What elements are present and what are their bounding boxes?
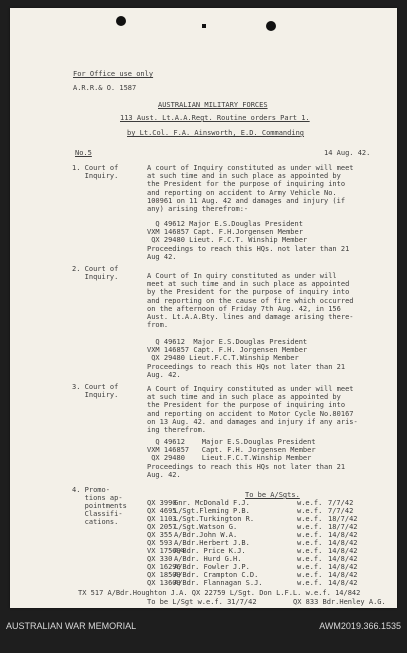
footer-accession-number: AWM2019.366.1535 [319, 621, 401, 631]
table-row [10, 579, 397, 587]
promotions-extra-right: QX 833 Bdr.Henley A.G. [293, 598, 386, 606]
effective-date: 18/7/42 [328, 515, 358, 523]
effective-date: 14/8/42 [328, 547, 358, 555]
regiment-title: 113 Aust. Lt.A.A.Regt. Routine orders Part 1. [120, 114, 310, 122]
service-number: VX 175694 [147, 547, 185, 555]
service-number: QX 2057 [147, 523, 177, 531]
section-4-heading: 4. Promo- tions ap- pointments Classifi- cations. [72, 486, 127, 526]
effective-date: 14/8/42 [328, 531, 358, 539]
table-row [10, 555, 397, 563]
wef-label: w.e.f. [297, 531, 323, 539]
table-row [10, 539, 397, 547]
rank-name: A/Bdr.John W.A. [174, 531, 238, 539]
wef-label: w.e.f. [297, 507, 323, 515]
wef-label: w.e.f. [297, 523, 323, 531]
table-row [10, 523, 397, 531]
table-row [10, 507, 397, 515]
wef-label: w.e.f. [297, 515, 323, 523]
effective-date: 14/8/42 [328, 571, 358, 579]
section-3-text: A Court of Inquiry constituted as under will meet at such time and in such place as appointed by the President for the purpose of inquiring into and reporting on accident to Motor Cycle No.80167 on 13 Aug. 42. and damages and injury if any aris- ing therefrom. [147, 385, 358, 435]
service-number: QX 355 [147, 531, 173, 539]
effective-date: 18/7/42 [328, 523, 358, 531]
table-row [10, 571, 397, 579]
table-row [10, 563, 397, 571]
section-1-text: A court of Inquiry constituted as under will meet at such time and in such place as appointed by the President for the purpose of inquiring into and reporting on accident to Army Vehicle No. 100961 on 11 Aug. 42 and damages and injury (if any) arising therefrom:- [147, 164, 354, 214]
arr-reference: A.R.R.& O. 1587 [73, 84, 137, 92]
order-date: 14 Aug. 42. [324, 149, 371, 157]
wef-label: w.e.f. [297, 571, 323, 579]
table-row [10, 499, 397, 507]
service-number: QX 593 [147, 539, 173, 547]
section-2-members: Q 49612 Major E.S.Douglas President VXM 146857 Capt. F.H. Jorgensen Member QX 29480 Lieut.F.C.T.Winship Member Proceedings to reach this HQs not later than 21 Aug. 42. [147, 338, 346, 379]
effective-date: 7/7/42 [328, 499, 354, 507]
section-2-heading: 2. Court of Inquiry. [72, 265, 119, 281]
rank-name: A/Bdr. Hurd G.H. [174, 555, 242, 563]
rank-name: A/Bdr. Price K.J. [174, 547, 246, 555]
wef-label: w.e.f. [297, 547, 323, 555]
wef-label: w.e.f. [297, 499, 323, 507]
wef-label: w.e.f. [297, 579, 323, 587]
rank-name: L/Sgt.Turkington R. [174, 515, 255, 523]
wef-label: w.e.f. [297, 539, 323, 547]
order-number: No.5 [75, 149, 92, 157]
promotions-subheading: To be A/Sgts. [245, 491, 300, 499]
service-number: QX 330 [147, 555, 173, 563]
section-2-text: A Court of In quiry constituted as under will meet at such time and in such place as appointed by the President for the purpose of inquiry into and reporting on the cause of fire which occurred on the afternoon of Friday 7th Aug. 42, in 156 Aust. Lt.A.A.Bty. lines and damage arising there- from. [147, 272, 354, 330]
footer-bar [0, 611, 407, 653]
section-1-heading: 1. Court of Inquiry. [72, 164, 119, 180]
punch-hole [116, 16, 126, 26]
rank-name: A/Bdr. Crampton C.D. [174, 571, 259, 579]
wef-label: w.e.f. [297, 555, 323, 563]
rank-name: L/Sgt.Watson G. [174, 523, 238, 531]
section-3-heading: 3. Court of Inquiry. [72, 383, 119, 399]
service-number: QX 1103 [147, 515, 177, 523]
footer-institution: AUSTRALIAN WAR MEMORIAL [6, 621, 137, 631]
rank-name: L/Sgt.Fleming P.B. [174, 507, 250, 515]
service-number: QX 3990 [147, 499, 177, 507]
table-row [10, 515, 397, 523]
section-1-members: Q 49612 Major E.S.Douglas President VXM 146857 Capt. F.H.Jorgensen Member QX 29480 Lieut. F.C.T. Winship Member Proceedings to reach this HQs. not later than 21 Aug 42. [147, 220, 350, 261]
table-row [10, 547, 397, 555]
commanding-officer: by Lt.Col. F.A. Ainsworth, E.D. Commanding [127, 129, 305, 137]
effective-date: 14/8/42 [328, 539, 358, 547]
paper-mark [202, 24, 206, 28]
promotions-extra-line: TX 517 A/Bdr.Houghton J.A. QX 22759 L/Sgt. Don L.F.L. w.e.f. 14/842 [78, 589, 361, 597]
promotions-extra-line-2: To be L/Sgt w.e.f. 31/7/42 [147, 598, 257, 606]
effective-date: 14/8/42 [328, 555, 358, 563]
rank-name: A/Bdr.Herbert J.B. [174, 539, 250, 547]
force-title: AUSTRALIAN MILITARY FORCES [158, 101, 268, 109]
service-number: QX 18509 [147, 571, 181, 579]
wef-label: w.e.f. [297, 563, 323, 571]
document-page [10, 8, 397, 608]
service-number: QX 16296 [147, 563, 181, 571]
effective-date: 14/8/42 [328, 563, 358, 571]
punch-hole [266, 21, 276, 31]
service-number: QX 13609 [147, 579, 181, 587]
office-use-label: For Office use only [73, 70, 154, 78]
rank-name: A/Bdr. Flannagan S.J. [174, 579, 263, 587]
rank-name: A/Bdr. Fowler J.P. [174, 563, 250, 571]
rank-name: Gnr. McDonald F.J. [174, 499, 250, 507]
effective-date: 7/7/42 [328, 507, 354, 515]
effective-date: 14/8/42 [328, 579, 358, 587]
service-number: QX 4695 [147, 507, 177, 515]
table-row [10, 531, 397, 539]
section-3-members: Q 49612 Major E.S.Douglas President VXM 146857 Capt. F.H. Jorgensen Member QX 29480 Lieut.F.C.T.Winship Member Proceedings to reach this HQs not later than 21 Aug. 42. [147, 438, 346, 479]
